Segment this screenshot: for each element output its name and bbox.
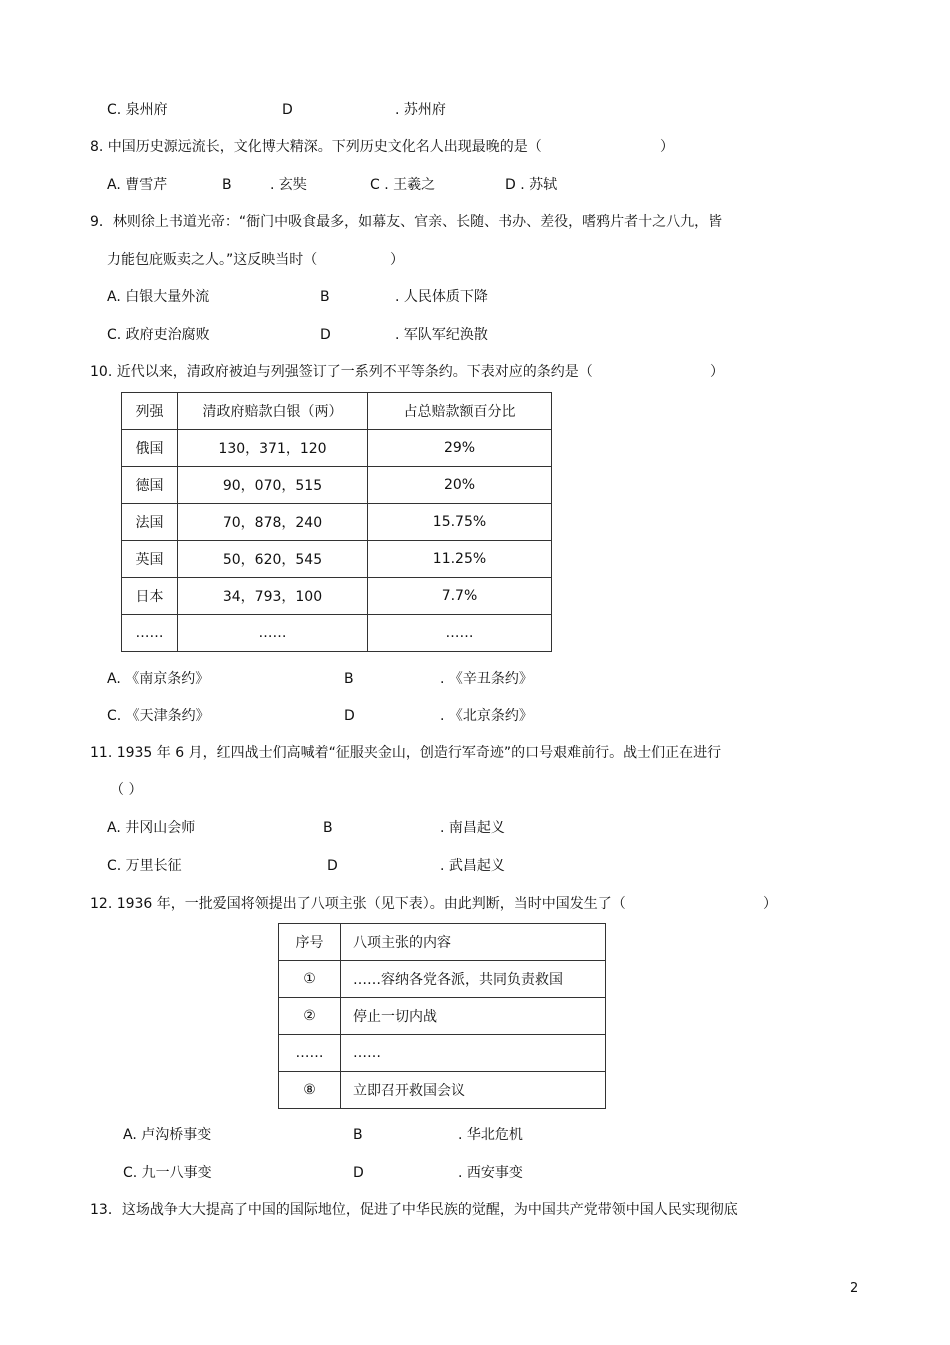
q12-option-c: C. 九一八事变	[123, 1165, 212, 1181]
page-number: 2	[850, 1281, 859, 1296]
table-cell: 日本	[122, 578, 178, 615]
table-cell: 70，878，240	[178, 504, 368, 541]
table-cell: 德国	[122, 467, 178, 504]
table-cell: 29%	[368, 430, 552, 467]
table-row	[122, 615, 552, 652]
q12-option-d-letter: D	[353, 1165, 364, 1181]
table-header-cell: 占总赔款额百分比	[368, 393, 552, 430]
q7-option-d-letter: D	[282, 102, 293, 118]
q10-option-d-text: . 《北京条约》	[440, 708, 533, 724]
q10-option-a: A. 《南京条约》	[107, 671, 210, 687]
q7-option-c: C. 泉州府	[107, 102, 168, 118]
q8-option-b-letter: B	[222, 177, 232, 193]
table-cell: 11.25%	[368, 541, 552, 578]
table-row	[122, 504, 552, 541]
table-row	[279, 1035, 606, 1072]
q10-option-b-text: . 《辛丑条约》	[440, 671, 533, 687]
q9-stem-line1: 9．林则徐上书道光帝：“衙门中吸食最多，如幕友、官亲、长随、书办、差役，嗜鸦片者十之八九，皆	[90, 214, 723, 230]
q11-option-d-text: . 武昌起义	[440, 858, 505, 874]
table-cell: 90，070，515	[178, 467, 368, 504]
q10-option-d-letter: D	[344, 708, 355, 724]
q9-paren-close: ）	[390, 252, 404, 268]
q8-paren-close: ）	[660, 139, 674, 155]
q10-option-b-letter: B	[344, 671, 354, 687]
q11-option-b-letter: B	[323, 820, 333, 836]
table-row	[122, 578, 552, 615]
q11-option-c: C. 万里长征	[107, 858, 182, 874]
q9-option-a: A. 白银大量外流	[107, 289, 210, 305]
table-cell: ……	[341, 1035, 606, 1072]
table-header-cell: 八项主张的内容	[341, 924, 606, 961]
q11-stem: 11. 1935 年 6 月，红四战士们高喊着“征服夹金山，创造行军奇迹”的口号艰难前行。战士们正在进行	[90, 745, 722, 761]
q10-stem: 10. 近代以来，清政府被迫与列强签订了一系列不平等条约。下表对应的条约是（	[90, 364, 593, 380]
table-row	[279, 1072, 606, 1109]
q12-proposals-table	[278, 923, 606, 1109]
q11-answer-paren: （ ）	[110, 782, 143, 798]
table-cell: 34，793，100	[178, 578, 368, 615]
q12-option-a: A. 卢沟桥事变	[123, 1127, 212, 1143]
table-cell: ……	[122, 615, 178, 652]
q12-paren-close: ）	[763, 896, 777, 912]
table-cell: ……	[368, 615, 552, 652]
table-cell: ……容纳各党各派，共同负责救国	[341, 961, 606, 998]
q12-option-d-text: . 西安事变	[458, 1165, 523, 1181]
q9-option-b-letter: B	[320, 289, 330, 305]
table-header-row	[279, 924, 606, 961]
q9-option-d-letter: D	[320, 327, 331, 343]
table-cell: 英国	[122, 541, 178, 578]
table-cell: ①	[279, 961, 341, 998]
table-cell: 俄国	[122, 430, 178, 467]
q9-option-d-text: . 军队军纪涣散	[395, 327, 488, 343]
table-row	[122, 467, 552, 504]
q11-option-a: A. 井冈山会师	[107, 820, 196, 836]
table-cell: ⑧	[279, 1072, 341, 1109]
table-cell: 7.7%	[368, 578, 552, 615]
q13-stem: 13．这场战争大大提高了中国的国际地位，促进了中华民族的觉醒，为中国共产党带领中国人民实现彻底	[90, 1202, 738, 1218]
q10-paren-close: ）	[710, 364, 724, 380]
table-cell: 50，620，545	[178, 541, 368, 578]
table-cell: ……	[279, 1035, 341, 1072]
q12-option-b-text: . 华北危机	[458, 1127, 523, 1143]
table-header-cell: 序号	[279, 924, 341, 961]
q12-stem: 12. 1936 年，一批爱国将领提出了八项主张（见下表）。由此判断，当时中国发生了（	[90, 896, 626, 912]
table-row	[279, 961, 606, 998]
q8-option-a: A. 曹雪芹	[107, 177, 168, 193]
table-row	[122, 541, 552, 578]
table-cell: 法国	[122, 504, 178, 541]
q12-option-b-letter: B	[353, 1127, 363, 1143]
q11-option-b-text: . 南昌起义	[440, 820, 505, 836]
q7-option-d-text: . 苏州府	[395, 102, 446, 118]
q10-indemnity-table	[121, 392, 552, 652]
table-header-cell: 列强	[122, 393, 178, 430]
table-cell: 停止一切内战	[341, 998, 606, 1035]
table-row	[279, 998, 606, 1035]
table-header-cell: 清政府赔款白银（两）	[178, 393, 368, 430]
table-cell: ……	[178, 615, 368, 652]
q10-option-c: C. 《天津条约》	[107, 708, 210, 724]
table-row	[122, 430, 552, 467]
q9-stem-line2: 力能包庇贩卖之人。”这反映当时（	[107, 252, 318, 268]
q9-option-b-text: . 人民体质下降	[395, 289, 488, 305]
table-cell: ②	[279, 998, 341, 1035]
table-cell: 20%	[368, 467, 552, 504]
q8-option-c: C . 王羲之	[370, 177, 436, 193]
table-header-row	[122, 393, 552, 430]
table-cell: 130，371，120	[178, 430, 368, 467]
table-cell: 立即召开救国会议	[341, 1072, 606, 1109]
table-cell: 15.75%	[368, 504, 552, 541]
q8-option-d: D . 苏轼	[505, 177, 558, 193]
q8-stem: 8. 中国历史源远流长，文化博大精深。下列历史文化名人出现最晚的是（	[90, 139, 542, 155]
q8-option-b-text: . 玄奘	[270, 177, 307, 193]
q11-option-d-letter: D	[327, 858, 338, 874]
q9-option-c: C. 政府吏治腐败	[107, 327, 210, 343]
